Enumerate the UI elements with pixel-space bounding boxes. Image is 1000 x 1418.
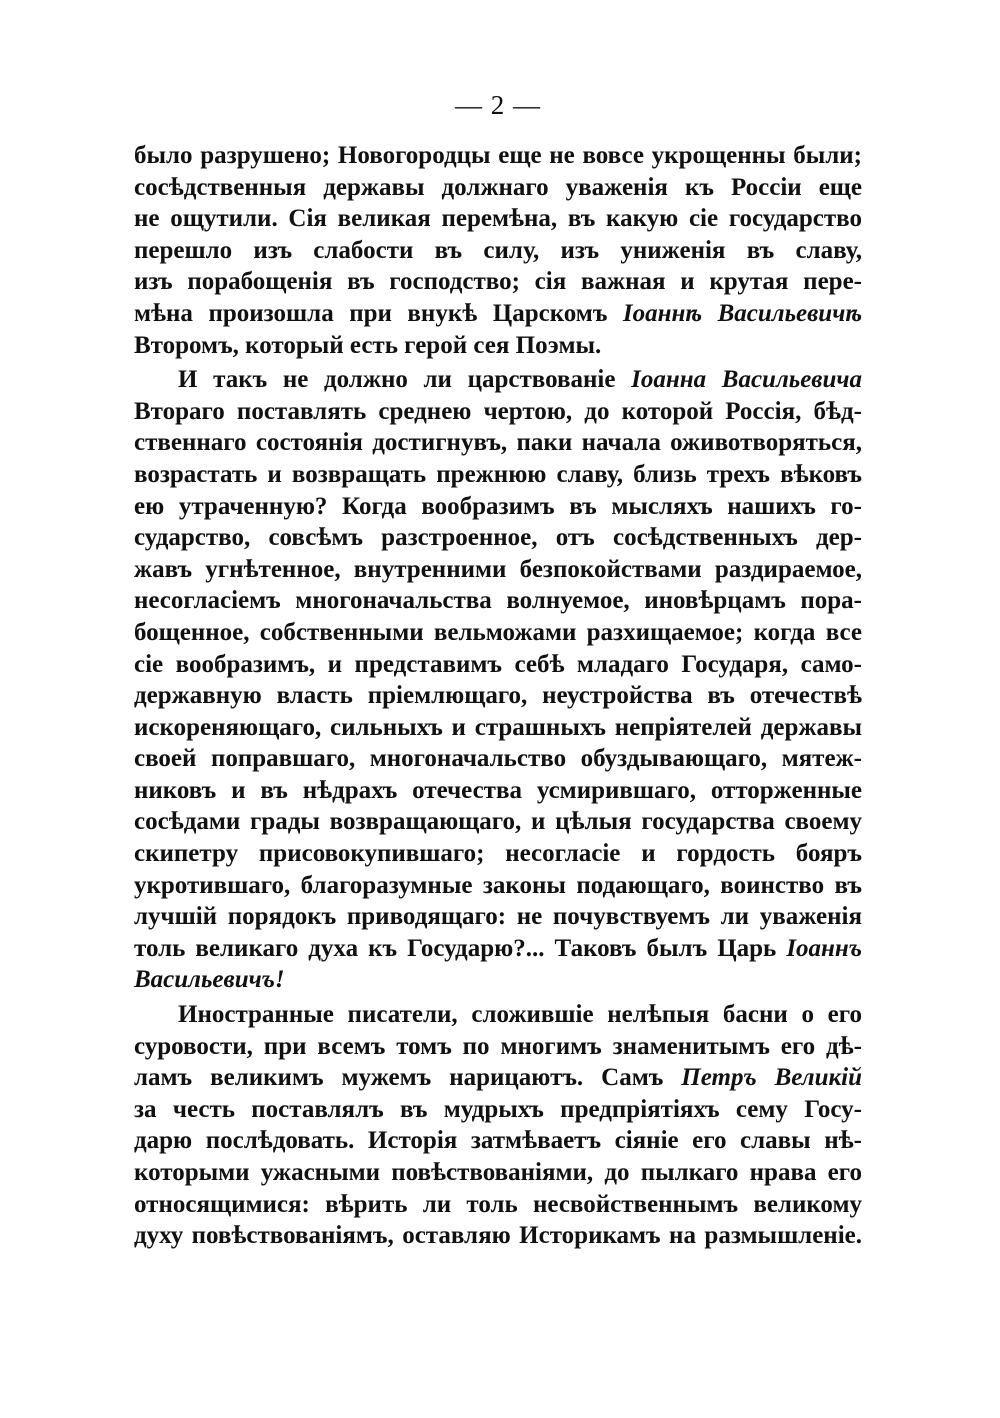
text-line: державную власть пріемлющаго, неустройства въ отечествѣ: [134, 682, 862, 710]
text-line: Васильевичъ!: [134, 966, 285, 994]
text-line: было разрушено; Новогородцы еще не вовсе укрощенны были;: [134, 142, 862, 169]
text-line: Иностранные писатели, сложившіе нелѣпыя басни о его: [178, 1001, 862, 1029]
text-line: относящимися: вѣрить ли толь несвойственнымъ великому: [134, 1190, 862, 1218]
text-line: толь великаго духа къ Государю?... Таковъ былъ Царь Іоаннъ: [134, 934, 862, 962]
text-line: мѣна произошла при внукѣ Царскомъ Іоаннѣ Васильевичѣ: [134, 299, 862, 327]
text-line: несогласіемъ многоначальства волнуемое, иновѣрцамъ пора-: [134, 587, 862, 615]
text-line: Втораго поставлять среднею чертою, до которой Россія, бѣд-: [134, 397, 862, 425]
text-line: укротившаго, благоразумные законы подающаго, воинство въ: [134, 871, 862, 899]
text-line: И такъ не должно ли царствованіе Іоанна Васильевича: [178, 366, 862, 394]
text-line: бощенное, собственными вельможами разхищаемое; когда все: [134, 618, 862, 646]
text-line: ламъ великимъ мужемъ нарицаютъ. Самъ Петръ Великій: [134, 1064, 863, 1092]
text-line: которыми ужасными повѣствованіями, до пылкаго нрава его: [134, 1159, 862, 1186]
text-line: возрастать и возвращать прежнюю славу, близь трехъ вѣковъ: [134, 460, 862, 488]
text-line: суровости, при всемъ томъ по многимъ знаменитымъ его дѣ-: [134, 1032, 862, 1060]
paragraph-3: [134, 999, 862, 1252]
text-line: сосѣдственныя державы должнаго уваженія къ Россіи еще: [134, 173, 862, 201]
text-line: перешло изъ слабости въ силу, изъ униженія въ славу,: [134, 236, 862, 264]
text-line: жавъ угнѣтенное, внутренними безпокойствами раздираемое,: [134, 555, 862, 583]
text-line: сосѣдами грады возвращающаго, и цѣлыя государства своему: [134, 808, 862, 836]
page-number: — 2 —: [455, 90, 541, 120]
text-line: ственнаго состоянія достигнувъ, паки начала оживотворяться,: [134, 429, 862, 457]
text-line: своей поправшаго, многоначальство обуздывающаго, мятеж-: [134, 745, 862, 773]
text-line: изъ порабощенія въ господство; сія важная и крутая пере-: [134, 268, 862, 296]
text-line: скипетру присовокупившаго; несогласіе и гордость бояръ: [134, 840, 862, 868]
text-line: за честь поставлялъ въ мудрыхъ предпріятіяхъ сему Госу-: [134, 1095, 862, 1123]
book-page: [134, 88, 862, 1252]
text-line: искореняющаго, сильныхъ и страшныхъ непріятелей державы: [134, 713, 862, 741]
text-line: сударство, совсѣмъ разстроенное, отъ сосѣдственныхъ дер-: [134, 524, 862, 552]
paragraph-2: [134, 364, 862, 996]
paragraph-1: [134, 140, 862, 361]
text-line: не ощутили. Сія великая перемѣна, въ какую сіе государство: [134, 205, 862, 233]
text-line: лучшій порядокъ приводящаго: не почувствуемъ ли уваженія: [134, 903, 862, 931]
text-line: сіе вообразимъ, и представимъ себѣ младаго Государя, само-: [134, 650, 862, 678]
text-line: дарю послѣдовать. Исторія затмѣваетъ сіяніе его славы нѣ-: [134, 1127, 862, 1155]
text-line: Второмъ, который есть герой сея Поэмы.: [134, 331, 602, 359]
text-line: никовъ и въ нѣдрахъ отечества усмирившаго, отторженные: [134, 776, 862, 804]
text-line: ею утраченную? Когда вообразимъ въ мысляхъ нашихъ го-: [134, 492, 862, 520]
text-line: духу повѣствованіямъ, оставляю Историкамъ на размышленіе.: [134, 1222, 862, 1250]
